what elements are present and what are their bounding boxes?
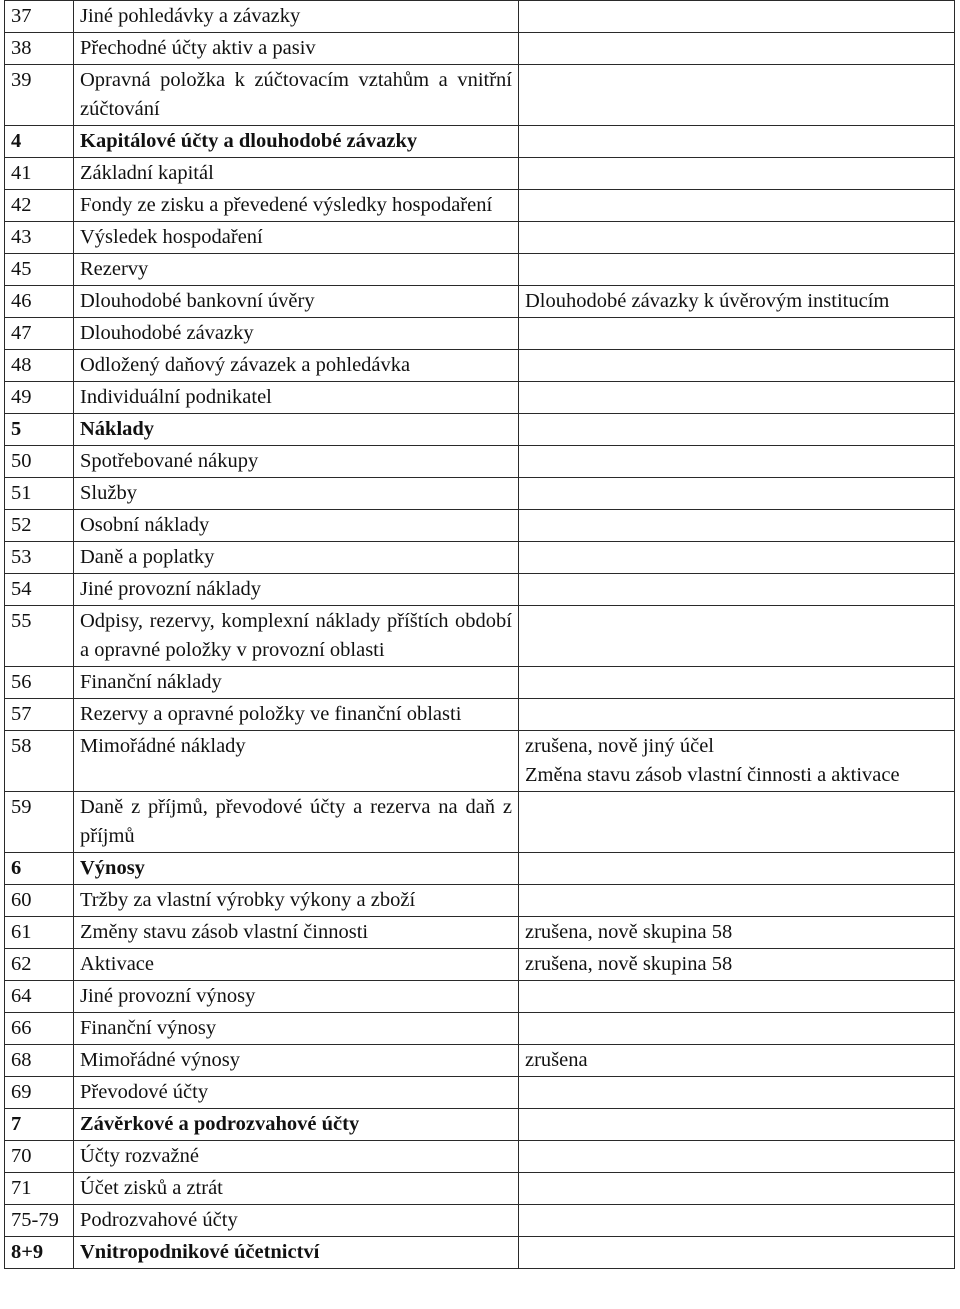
account-code-cell: 54 [5, 574, 74, 606]
account-code-cell: 8+9 [5, 1237, 74, 1269]
account-note-cell [519, 1205, 955, 1237]
table-row [5, 414, 955, 446]
account-code-cell: 45 [5, 254, 74, 286]
table-row [5, 981, 955, 1013]
account-note-cell [519, 510, 955, 542]
table-row [5, 731, 955, 792]
table-row [5, 1, 955, 33]
account-name-cell: Tržby za vlastní výrobky výkony a zboží [74, 885, 519, 917]
table-row [5, 510, 955, 542]
account-note-cell [519, 1077, 955, 1109]
account-name-cell: Jiné provozní náklady [74, 574, 519, 606]
table-row [5, 792, 955, 853]
account-note-cell [519, 606, 955, 667]
account-note-cell [519, 981, 955, 1013]
account-code-cell: 75-79 [5, 1205, 74, 1237]
account-note-cell [519, 1141, 955, 1173]
account-name-cell: Základní kapitál [74, 158, 519, 190]
account-note-line: Změna stavu zásob vlastní činnosti a aktivace [525, 764, 900, 786]
table-row [5, 885, 955, 917]
table-body [5, 1, 955, 1269]
account-code-cell: 55 [5, 606, 74, 667]
account-code-cell: 66 [5, 1013, 74, 1045]
account-name-cell: Mimořádné náklady [74, 731, 519, 792]
account-code-cell: 68 [5, 1045, 74, 1077]
account-code-cell: 41 [5, 158, 74, 190]
account-name-cell: Mimořádné výnosy [74, 1045, 519, 1077]
account-code-cell: 46 [5, 286, 74, 318]
account-note-cell [519, 446, 955, 478]
account-note-cell [519, 574, 955, 606]
account-note-cell [519, 478, 955, 510]
table-row [5, 1205, 955, 1237]
account-name-cell: Náklady [74, 414, 519, 446]
account-groups-table [4, 0, 955, 1269]
account-name-cell: Finanční výnosy [74, 1013, 519, 1045]
account-name-cell: Osobní náklady [74, 510, 519, 542]
account-name-cell: Individuální podnikatel [74, 382, 519, 414]
table-row [5, 382, 955, 414]
account-note-cell [519, 853, 955, 885]
account-code-cell: 52 [5, 510, 74, 542]
account-name-cell: Daně z příjmů, převodové účty a rezerva na daň z příjmů [74, 792, 519, 853]
account-name-cell: Dlouhodobé bankovní úvěry [74, 286, 519, 318]
account-code-cell: 56 [5, 667, 74, 699]
account-name-cell: Odpisy, rezervy, komplexní náklady příštích období a opravné položky v provozní oblasti [74, 606, 519, 667]
account-name-cell: Rezervy [74, 254, 519, 286]
account-name-cell: Jiné pohledávky a závazky [74, 1, 519, 33]
account-code-cell: 48 [5, 350, 74, 382]
account-name-cell: Změny stavu zásob vlastní činnosti [74, 917, 519, 949]
account-note-cell [519, 699, 955, 731]
account-code-cell: 37 [5, 1, 74, 33]
account-note-cell [519, 1045, 955, 1077]
account-note-cell [519, 190, 955, 222]
account-name-cell: Podrozvahové účty [74, 1205, 519, 1237]
account-note-cell [519, 318, 955, 350]
account-note-cell [519, 949, 955, 981]
account-name-cell: Daně a poplatky [74, 542, 519, 574]
account-code-cell: 6 [5, 853, 74, 885]
account-note-cell [519, 542, 955, 574]
account-note-cell [519, 1, 955, 33]
account-code-cell: 64 [5, 981, 74, 1013]
account-name-cell: Vnitropodnikové účetnictví [74, 1237, 519, 1269]
table-row [5, 699, 955, 731]
table-row [5, 33, 955, 65]
account-note-cell [519, 350, 955, 382]
account-note-cell [519, 414, 955, 446]
account-note-cell [519, 158, 955, 190]
table-row [5, 65, 955, 126]
account-note-cell [519, 65, 955, 126]
account-note-cell [519, 1109, 955, 1141]
account-code-cell: 7 [5, 1109, 74, 1141]
account-note-line: zrušena [525, 1049, 588, 1071]
account-name-cell: Závěrkové a podrozvahové účty [74, 1109, 519, 1141]
account-name-cell: Účty rozvažné [74, 1141, 519, 1173]
table-row [5, 1045, 955, 1077]
account-note-cell [519, 885, 955, 917]
account-code-cell: 57 [5, 699, 74, 731]
account-name-cell: Opravná položka k zúčtovacím vztahům a vnitřní zúčtování [74, 65, 519, 126]
account-name-cell: Jiné provozní výnosy [74, 981, 519, 1013]
account-name-cell: Výsledek hospodaření [74, 222, 519, 254]
table-row [5, 574, 955, 606]
account-note-line: zrušena, nově jiný účel [525, 735, 714, 757]
account-code-cell: 49 [5, 382, 74, 414]
account-code-cell: 62 [5, 949, 74, 981]
account-code-cell: 61 [5, 917, 74, 949]
account-name-cell: Služby [74, 478, 519, 510]
account-note-cell [519, 126, 955, 158]
account-note-cell [519, 1173, 955, 1205]
account-name-cell: Finanční náklady [74, 667, 519, 699]
account-note-cell [519, 286, 955, 318]
table-row [5, 949, 955, 981]
account-code-cell: 51 [5, 478, 74, 510]
account-note-line: Dlouhodobé závazky k úvěrovým institucím [525, 290, 890, 312]
account-name-cell: Přechodné účty aktiv a pasiv [74, 33, 519, 65]
account-name-cell: Převodové účty [74, 1077, 519, 1109]
account-name-cell: Výnosy [74, 853, 519, 885]
account-note-line: zrušena, nově skupina 58 [525, 953, 733, 975]
table-row [5, 222, 955, 254]
table-row [5, 350, 955, 382]
account-code-cell: 50 [5, 446, 74, 478]
account-code-cell: 5 [5, 414, 74, 446]
account-note-line: zrušena, nově skupina 58 [525, 921, 733, 943]
table-row [5, 667, 955, 699]
table-row [5, 542, 955, 574]
table-row [5, 286, 955, 318]
account-code-cell: 71 [5, 1173, 74, 1205]
account-note-cell [519, 254, 955, 286]
account-name-cell: Fondy ze zisku a převedené výsledky hospodaření [74, 190, 519, 222]
table-row [5, 318, 955, 350]
account-name-cell: Kapitálové účty a dlouhodobé závazky [74, 126, 519, 158]
account-code-cell: 4 [5, 126, 74, 158]
table-row [5, 254, 955, 286]
account-code-cell: 42 [5, 190, 74, 222]
account-note-cell [519, 667, 955, 699]
account-name-cell: Aktivace [74, 949, 519, 981]
account-note-cell [519, 382, 955, 414]
account-name-cell: Spotřebované nákupy [74, 446, 519, 478]
table-row [5, 446, 955, 478]
account-name-cell: Rezervy a opravné položky ve finanční oblasti [74, 699, 519, 731]
table-row [5, 1077, 955, 1109]
account-code-cell: 59 [5, 792, 74, 853]
account-note-cell [519, 1013, 955, 1045]
table-row [5, 1237, 955, 1269]
account-note-cell [519, 731, 955, 792]
account-note-cell [519, 792, 955, 853]
account-name-cell: Účet zisků a ztrát [74, 1173, 519, 1205]
account-name-cell: Odložený daňový závazek a pohledávka [74, 350, 519, 382]
account-code-cell: 38 [5, 33, 74, 65]
account-code-cell: 47 [5, 318, 74, 350]
table-row [5, 158, 955, 190]
account-code-cell: 60 [5, 885, 74, 917]
table-row [5, 1141, 955, 1173]
account-code-cell: 39 [5, 65, 74, 126]
account-name-cell: Dlouhodobé závazky [74, 318, 519, 350]
table-row [5, 1173, 955, 1205]
table-row [5, 478, 955, 510]
account-code-cell: 58 [5, 731, 74, 792]
account-note-cell [519, 33, 955, 65]
table-row [5, 853, 955, 885]
account-code-cell: 70 [5, 1141, 74, 1173]
account-note-cell [519, 917, 955, 949]
account-note-cell [519, 1237, 955, 1269]
table-row [5, 190, 955, 222]
account-code-cell: 53 [5, 542, 74, 574]
table-row [5, 1013, 955, 1045]
table-row [5, 126, 955, 158]
table-row [5, 1109, 955, 1141]
account-code-cell: 69 [5, 1077, 74, 1109]
table-row [5, 917, 955, 949]
account-note-cell [519, 222, 955, 254]
table-row [5, 606, 955, 667]
account-code-cell: 43 [5, 222, 74, 254]
